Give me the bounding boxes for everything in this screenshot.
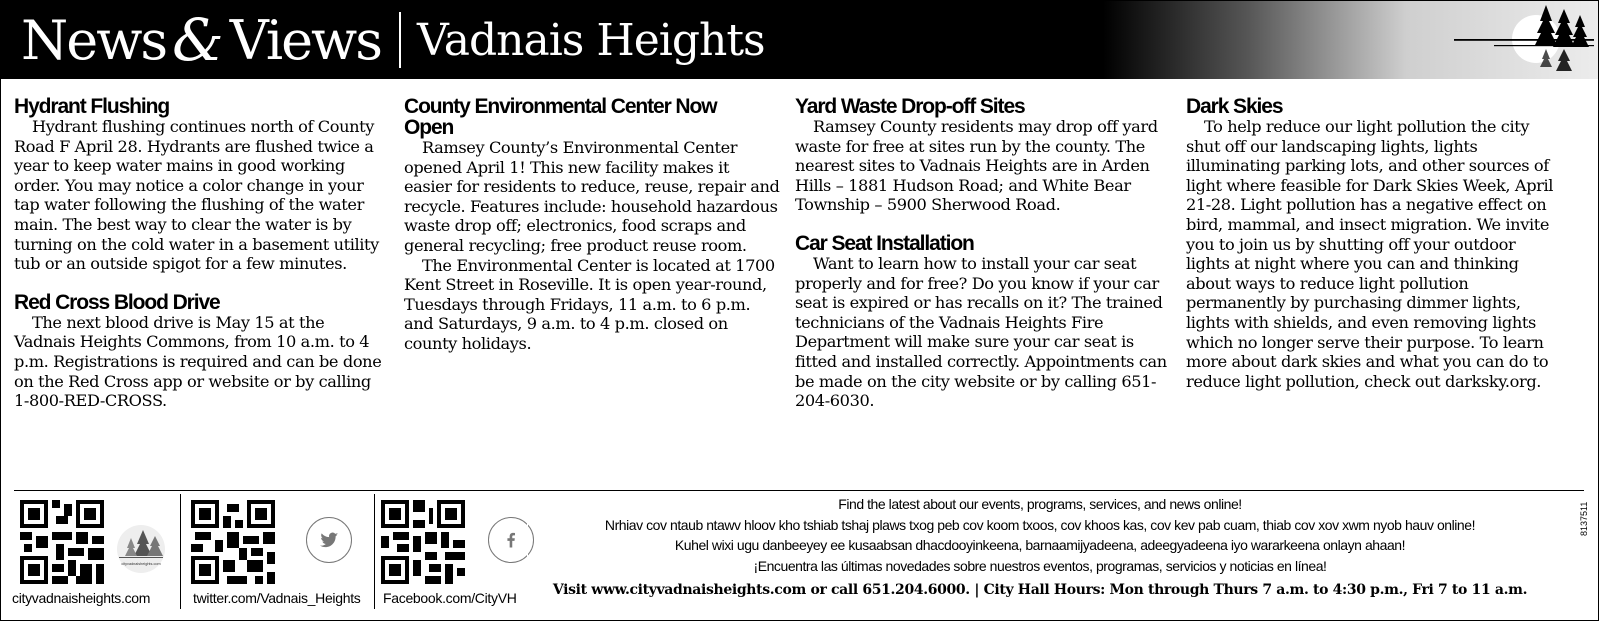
article-title-yard-waste: Yard Waste Drop-off Sites xyxy=(795,95,1025,118)
footer xyxy=(0,494,1599,619)
masthead-title xyxy=(21,1,765,79)
article-body: Ramsey County residents may drop off yard waste for free at sites run by the county. The nearest sites to Vadnais Heights are in Arden Hills – 1881 Hudson Road; and White Bear Township – 5900 Sherwood Road. xyxy=(795,117,1158,215)
article-body: The Environmental Center is located at 1700 Kent Street in Roseville. It is open year-round, Tuesdays through Fridays, 11 a.m. to 6 p.m. and Saturdays, 9 a.m. to 4 p.m. closed on county holidays. xyxy=(404,255,775,353)
masthead-views: Views xyxy=(229,8,381,72)
ad-code: 8137511 xyxy=(1579,501,1589,536)
footer-message-somali: Kuhel wixi ugu danbeeyey ee kusaabsan dhacdooyinkeena, barnaamijyadeena, adeegyadeena iyo wararkeena onlayn ahaan! xyxy=(674,537,1406,553)
column-3 xyxy=(795,96,1171,411)
footer-message-hmong: Nrhiav cov ntaub ntawv hloov kho tshiab tshaj plaws txog peb cov koom txoos, cov khoos kas, cov kev pab cuam, thiab cov xov xwm nyob hauv online! xyxy=(604,516,1476,533)
article-title-car-seat: Car Seat Installation xyxy=(795,231,974,255)
column-2 xyxy=(404,96,780,354)
footer-contact-hours: Visit www.cityvadnaisheights.com or call 651.204.6000. | City Hall Hours: Mon through Thurs 7 a.m. to 4:30 p.m., Fri 7 to 11 a.m. xyxy=(552,582,1528,598)
twitter-link[interactable]: twitter.com/Vadnais_Heights xyxy=(193,590,361,606)
article-body: Hydrant flushing continues north of County Road F April 28. Hydrants are flushed twice a year to keep water mains in good working order. You may notice a color change in your tap water following the flushing of the water main. The best way to clear the water is by turning on the cold water in a basement utility tub or an outside spigot for a few minutes. xyxy=(14,117,379,274)
article-body: Ramsey County’s Environmental Center opened April 1! This new facility makes it easier for residents to reduce, reuse, repair and recycle. Features include: household hazardous waste drop off; electronics, food scraps and general recycling; free product reuse room. xyxy=(404,138,780,255)
city-logo-small-icon xyxy=(113,524,169,574)
footer-separator xyxy=(180,494,181,609)
website-link[interactable]: cityvadnaisheights.com xyxy=(12,590,151,606)
article-body: The next blood drive is May 15 at the Vadnais Heights Commons, from 10 a.m. to 4 p.m. Registrations is required and can be done on the Red Cross app or website or by calling 1-800-RED-CROSS. xyxy=(14,312,382,411)
masthead-news: News xyxy=(21,8,167,72)
qr-code-icon-twitter[interactable] xyxy=(191,500,275,584)
article-title-hydrant-flushing: Hydrant Flushing xyxy=(14,95,170,118)
column-1 xyxy=(14,96,390,411)
masthead-city: Vadnais Heights xyxy=(417,14,765,66)
city-logo-icon xyxy=(1454,3,1594,79)
footer-separator xyxy=(374,494,375,609)
facebook-link[interactable]: Facebook.com/CityVH xyxy=(383,590,517,606)
article-title-blood-drive: Red Cross Blood Drive xyxy=(14,290,220,314)
articles-area xyxy=(14,96,1589,466)
masthead-divider xyxy=(399,12,401,68)
article-body: Want to learn how to install your car seat properly and for free? Do you know if your car seat is expired or has recalls on it? The trained technicians of the Vadnais Heights Fire Department will make sure your car seat is fitted and installed correctly. Appointments can be made on the city website or by calling 651-204-6030. xyxy=(795,253,1167,411)
qr-code-icon-facebook[interactable] xyxy=(381,500,465,584)
footer-message-spanish: ¡Encuentra las últimas novedades sobre nuestros eventos, programas, servicios y noticias en línea! xyxy=(753,557,1327,574)
article-title-dark-skies: Dark Skies xyxy=(1186,95,1283,118)
column-4 xyxy=(1186,96,1562,391)
logo-url-text: cityvadnaisheights.com xyxy=(121,562,161,566)
footer-message-english: Find the latest about our events, programs, services, and news online! xyxy=(838,496,1242,512)
article-title-environmental-center: County Environmental Center Now Open xyxy=(404,95,717,139)
footer-divider xyxy=(14,490,1584,491)
qr-code-icon-website[interactable] xyxy=(20,500,104,584)
masthead-ampersand: & xyxy=(172,6,224,74)
masthead-banner xyxy=(1,1,1598,79)
article-body: To help reduce our light pollution the city shut off our landscaping lights, lights illuminating parking lots, and other sources of light where feasible for Dark Skies Week, April 21-28. Light pollution has a negative effect on bird, mammal, and insect migration. We invite you to join us by shutting off your outdoor lights at night where you can and thinking about ways to reduce light pollution permanently by purchasing dimmer lights, lights with shields, and even removing lights which no longer serve their purpose. To learn more about dark skies and what you can do to reduce light pollution, check out darksky.org. xyxy=(1186,117,1554,391)
twitter-icon[interactable] xyxy=(306,517,352,563)
